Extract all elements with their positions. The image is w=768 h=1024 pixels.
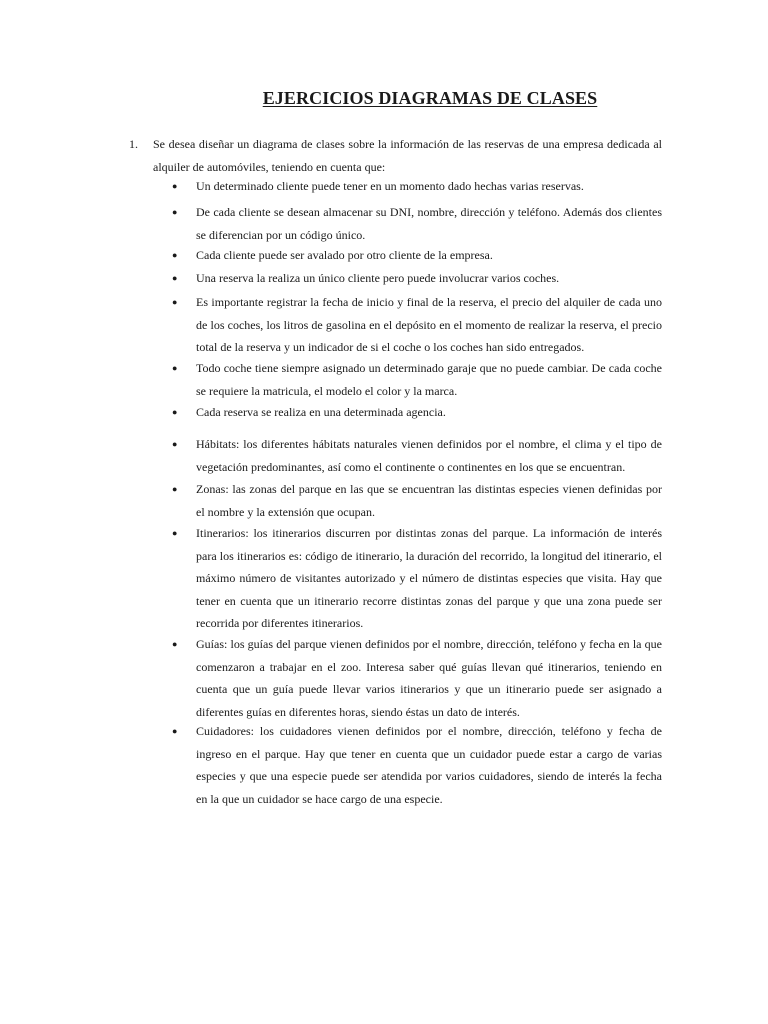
bullet-icon: ●	[172, 439, 178, 449]
bullet-icon: ●	[172, 639, 178, 649]
list-item-text: Es importante registrar la fecha de inicio y final de la reserva, el precio del alquiler de cada uno de los coches, los litros de gasolina en el depósito en el momento de realizar la reserva, el precio total de la reserva y un indicador de si el coche o los coches han sido entregados.	[196, 295, 662, 354]
exercise-1	[129, 133, 662, 178]
bullet-icon: ●	[172, 407, 178, 417]
list-item	[172, 267, 662, 290]
list-item	[172, 522, 662, 635]
bullet-icon: ●	[172, 484, 178, 494]
list-item-text: Cada cliente puede ser avalado por otro cliente de la empresa.	[196, 248, 493, 262]
bullet-icon: ●	[172, 207, 178, 217]
list-item	[172, 357, 662, 402]
bullet-icon: ●	[172, 250, 178, 260]
bullet-icon: ●	[172, 528, 178, 538]
list-item	[172, 201, 662, 246]
list-item-text: Cada reserva se realiza en una determinada agencia.	[196, 405, 446, 419]
list-item	[172, 633, 662, 723]
list-item	[172, 478, 662, 523]
exercise-1-intro-line	[129, 133, 662, 178]
bullet-icon: ●	[172, 297, 178, 307]
bullet-icon: ●	[172, 363, 178, 373]
page-title: EJERCICIOS DIAGRAMAS DE CLASES	[262, 88, 598, 108]
list-item	[172, 433, 662, 478]
bullet-icon: ●	[172, 726, 178, 736]
list-item-text: De cada cliente se desean almacenar su DNI, nombre, dirección y teléfono. Además dos clientes se diferencian por un código único.	[196, 205, 662, 242]
list-item-text: Hábitats: los diferentes hábitats naturales vienen definidos por el nombre, el clima y el tipo de vegetación predominantes, así como el continente o continentes en los que se encuentran.	[196, 437, 662, 474]
list-item-text: Todo coche tiene siempre asignado un determinado garaje que no puede cambiar. De cada coche se requiere la matricula, el modelo el color y la marca.	[196, 361, 662, 398]
exercise-number: 1.	[129, 137, 138, 151]
list-item-text: Un determinado cliente puede tener en un momento dado hechas varias reservas.	[196, 179, 584, 193]
list-item	[172, 291, 662, 359]
list-item-text: Guías: los guías del parque vienen definidos por el nombre, dirección, teléfono y fecha en la que comenzaron a trabajar en el zoo. Interesa saber qué guías llevan qué itinerarios, teniendo en cuenta que un guía puede llevar varios itinerarios y que un itinerario puede ser asignado a diferentes guías en diferentes horas, siendo éstas un dato de interés.	[196, 637, 662, 719]
bullet-icon: ●	[172, 273, 178, 283]
list-item-text: Itinerarios: los itinerarios discurren por distintas zonas del parque. La información de interés para los itinerarios es: código de itinerario, la duración del recorrido, la longitud del itinerario, el máximo número de visitantes autorizado y el número de distintas especies que visita. Hay que tener en cuenta que un itinerario recorre distintas zonas del parque y que una zona puede ser recorrida por diferentes itinerarios.	[196, 526, 662, 630]
list-item-text: Una reserva la realiza un único cliente pero puede involucrar varios coches.	[196, 271, 560, 285]
list-item	[172, 401, 662, 424]
list-item	[172, 244, 662, 267]
list-item-text: Zonas: las zonas del parque en las que se encuentran las distintas especies vienen definidas por el nombre y la extensión que ocupan.	[196, 482, 662, 519]
list-item	[172, 175, 662, 198]
exercise-intro: Se desea diseñar un diagrama de clases sobre la información de las reservas de una empresa dedicada al alquiler de automóviles, teniendo en cuenta que:	[153, 137, 662, 174]
bullet-icon: ●	[172, 181, 178, 191]
list-item-text: Cuidadores: los cuidadores vienen definidos por el nombre, dirección, teléfono y fecha de ingreso en el parque. Hay que tener en cuenta que un cuidador puede estar a cargo de varias especies y que una especie puede ser atendida por varios cuidadores, siendo de interés la fecha en la que un cuidador se hace cargo de una especie.	[196, 724, 662, 806]
list-item	[172, 720, 662, 810]
